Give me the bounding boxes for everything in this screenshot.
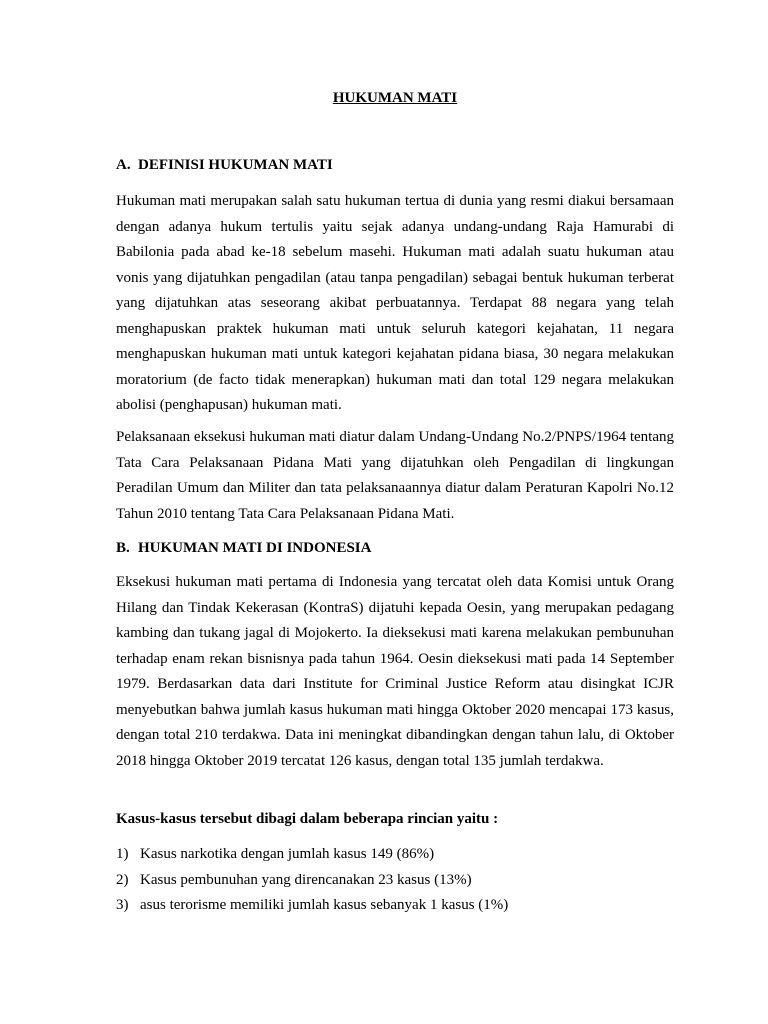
list-item	[116, 893, 508, 919]
section-a-heading	[116, 155, 333, 175]
section-a-letter: A.	[116, 157, 131, 173]
list-item-text: Kasus pembunuhan yang direncanakan 23 kasus (13%)	[140, 871, 472, 888]
section-a-heading-text: DEFINISI HUKUMAN MATI	[138, 157, 333, 173]
section-b-letter: B.	[116, 540, 130, 556]
list-item-text: Kasus narkotika dengan jumlah kasus 149 (86%)	[140, 846, 435, 862]
section-b-subheading: Kasus-kasus tersebut dibagi dalam beberapa rincian yaitu :	[116, 811, 499, 827]
list-item-number: 3)	[116, 897, 129, 913]
section-a-paragraph-2: Pelaksanaan eksekusi hukuman mati diatur dalam Undang-Undang No.2/PNPS/1964 tentang Tata Cara Pelaksanaan Pidana Mati yang dijatuhkan oleh Pengadilan di lingkungan Peradilan Umum dan Militer dan tata pelaksanaannya diatur dalam Peraturan Kapolri No.12 Tahun 2010 tentang Tata Cara Pelaksanaan Pidana Mati.	[116, 429, 674, 522]
section-a-paragraph-1: Hukuman mati merupakan salah satu hukuman tertua di dunia yang resmi diakui bersamaan dengan adanya hukum tertulis yaitu sejak adanya undang-undang Raja Hamurabi di Babilonia pada abad ke-18 sebelum masehi. Hukuman mati adalah suatu hukuman atau vonis yang dijatuhkan pengadilan (atau tanpa pengadilan) sebagai bentuk hukuman terberat yang dijatuhkan atas seseorang akibat perbuatannya. Terdapat 88 negara yang telah menghapuskan praktek hukuman mati untuk seluruh kategori kejahatan, 11 negara menghapuskan hukuman mati untuk kategori kejahatan pidana biasa, 30 negara melakukan moratorium (de facto tidak menerapkan) hukuman mati dan total 129 negara melakukan abolisi (penghapusan) hukuman mati.	[116, 193, 674, 413]
list-item-text: asus terorisme memiliki jumlah kasus sebanyak 1 kasus (1%)	[140, 897, 509, 913]
list-item-number: 1)	[116, 846, 129, 862]
case-breakdown-list	[116, 842, 508, 919]
document-title: HUKUMAN MATI	[332, 90, 458, 106]
section-b-heading	[116, 538, 371, 558]
list-item	[116, 842, 508, 868]
section-b-paragraph-1: Eksekusi hukuman mati pertama di Indonesia yang tercatat oleh data Komisi untuk Orang Hilang dan Tindak Kekerasan (KontraS) dijatuhi kepada Oesin, yang merupakan pedagang kambing dan tukang jagal di Mojokerto. Ia dieksekusi mati karena melakukan pembunuhan terhadap enam rekan bisnisnya pada tahun 1964. Oesin dieksekusi mati pada 14 September 1979. Berdasarkan data dari Institute for Criminal Justice Reform atau disingkat ICJR menyebutkan bahwa jumlah kasus hukuman mati hingga Oktober 2020 mencapai 173 kasus, dengan total 210 terdakwa. Data ini meningkat dibandingkan dengan tahun lalu, di Oktober 2018 hingga Oktober 2019 tercatat 126 kasus, dengan total 135 jumlah terdakwa.	[116, 574, 674, 769]
list-item	[116, 868, 508, 894]
section-b-heading-text: HUKUMAN MATI DI INDONESIA	[138, 540, 372, 556]
list-item-number: 2)	[116, 871, 129, 888]
